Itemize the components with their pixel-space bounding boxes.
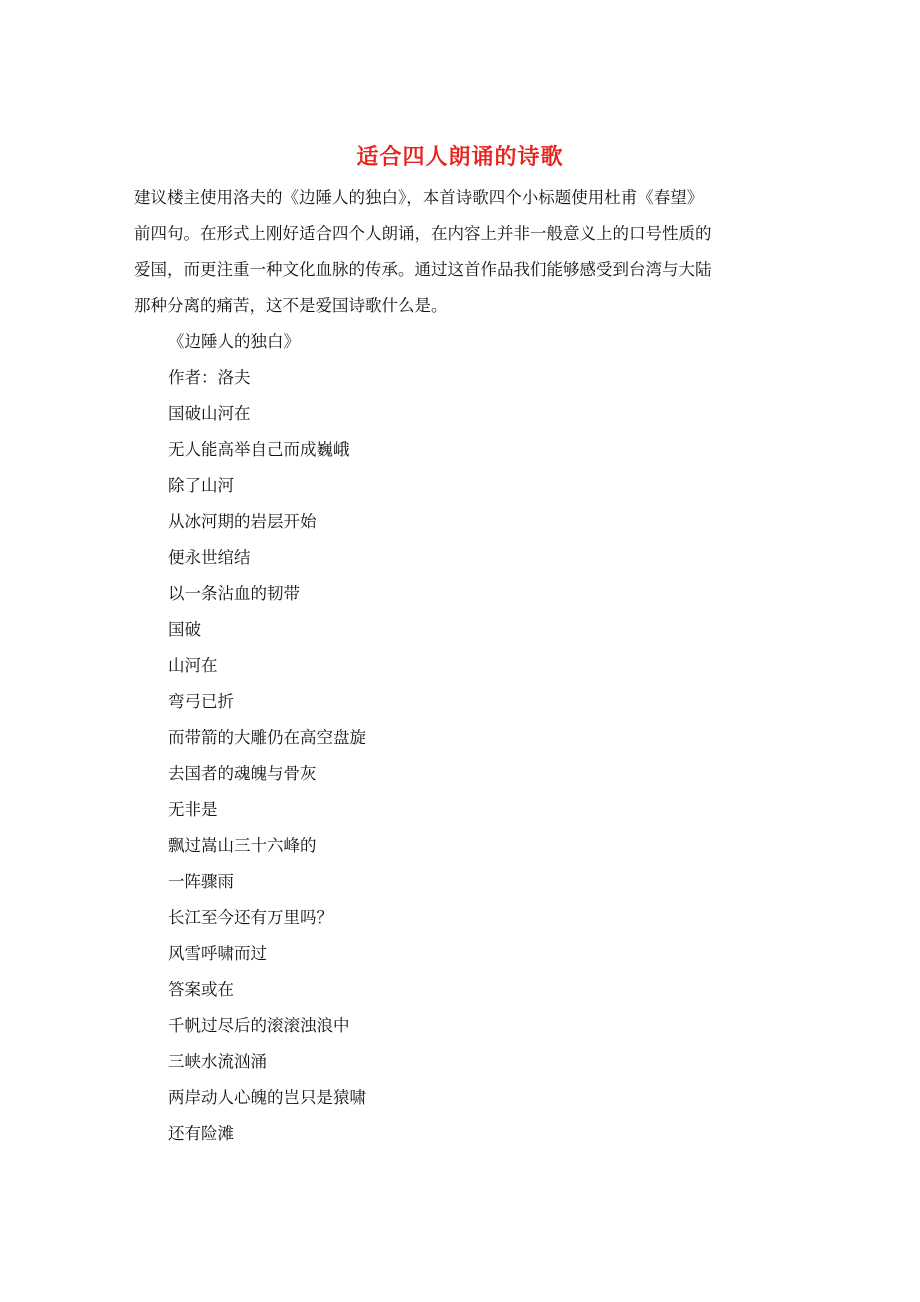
intro-line: 建议楼主使用洛夫的《边陲人的独白》，本首诗歌四个小标题使用杜甫《春望》 xyxy=(134,188,704,207)
document-title: 适合四人朗诵的诗歌 xyxy=(356,144,564,170)
poem-line: 从冰河期的岩层开始 xyxy=(168,512,317,531)
poem-line: 山河在 xyxy=(168,656,218,675)
poem-line: 长江至今还有万里吗？ xyxy=(168,908,333,927)
poem-line: 便永世绾结 xyxy=(168,548,251,567)
poem-line: 国破山河在 xyxy=(168,404,251,423)
poem-line: 无非是 xyxy=(168,800,218,819)
poem-title: 《边陲人的独白》 xyxy=(168,332,300,351)
intro-line: 那种分离的痛苦，这不是爱国诗歌什么是。 xyxy=(134,296,448,315)
poem-line: 去国者的魂魄与骨灰 xyxy=(168,764,317,783)
poem-line: 千帆过尽后的滚滚浊浪中 xyxy=(168,1016,350,1035)
poem-line: 答案或在 xyxy=(168,980,234,999)
poem-line: 一阵骤雨 xyxy=(168,872,234,891)
intro-line: 爱国，而更注重一种文化血脉的传承。通过这首作品我们能够感受到台湾与大陆 xyxy=(134,260,712,279)
intro-line: 前四句。在形式上刚好适合四个人朗诵，在内容上并非一般意义上的口号性质的 xyxy=(134,224,712,243)
poem-line: 风雪呼啸而过 xyxy=(168,944,267,963)
poem-line: 飘过嵩山三十六峰的 xyxy=(168,836,317,855)
poem-author: 作者：洛夫 xyxy=(168,368,251,387)
poem-line: 两岸动人心魄的岂只是猿啸 xyxy=(168,1088,366,1107)
poem-line: 三峡水流汹涌 xyxy=(168,1052,267,1071)
poem-line: 还有险滩 xyxy=(168,1124,234,1143)
poem-line: 以一条沾血的韧带 xyxy=(168,584,300,603)
poem-line: 弯弓已折 xyxy=(168,692,234,711)
poem-line: 而带箭的大雕仍在高空盘旋 xyxy=(168,728,366,747)
poem-line: 除了山河 xyxy=(168,476,234,495)
intro-paragraph xyxy=(134,180,786,324)
poem-body xyxy=(168,324,768,1152)
poem-line: 无人能高举自己而成巍峨 xyxy=(168,440,350,459)
poem-line: 国破 xyxy=(168,620,201,639)
